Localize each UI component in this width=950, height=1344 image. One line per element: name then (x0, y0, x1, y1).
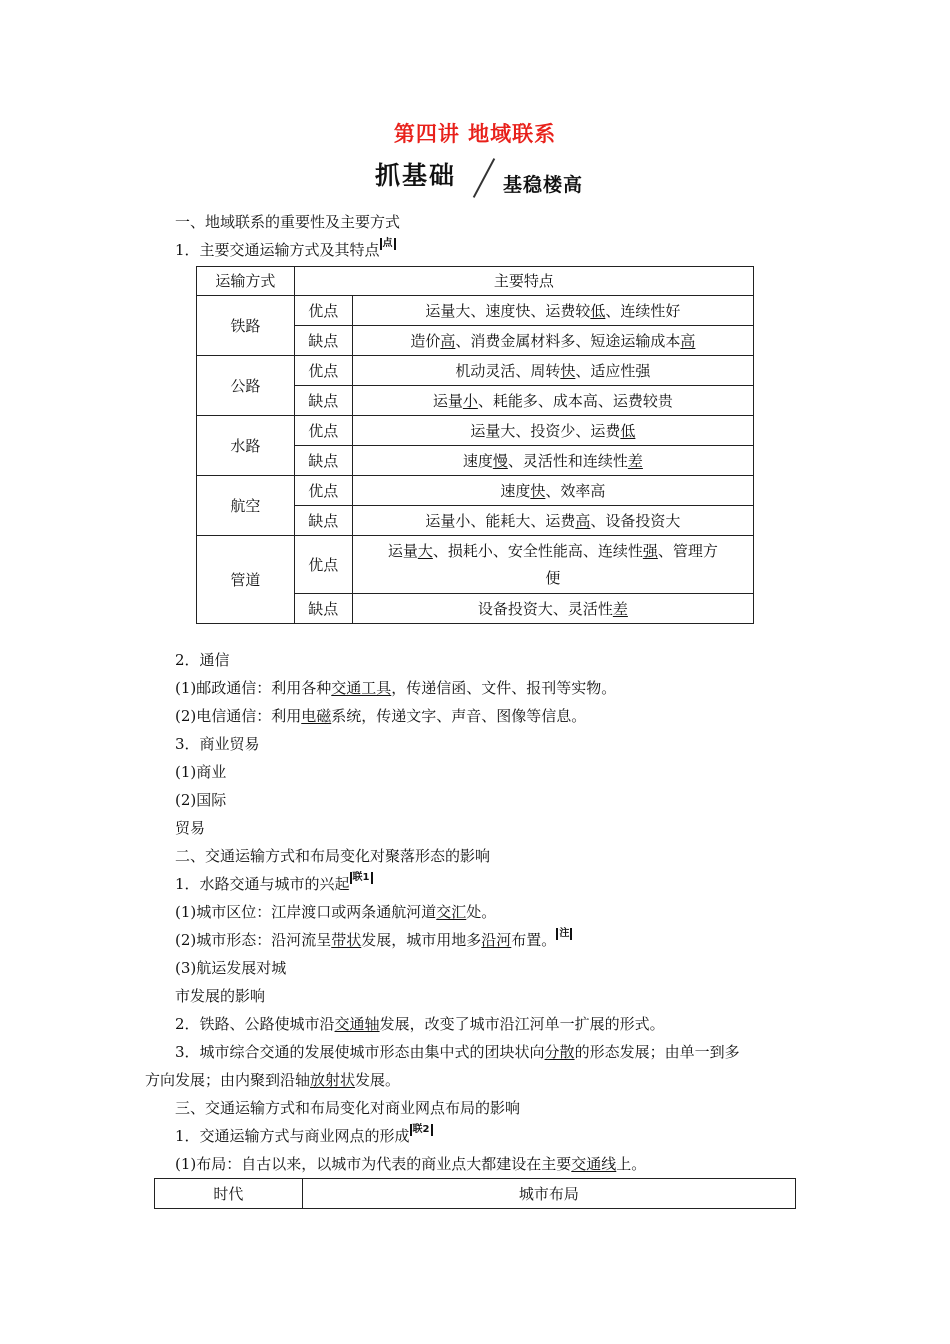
feature-cell: 运量大、损耗小、安全性能高、连续性强、管理方 便 (352, 536, 753, 594)
section-banner (375, 152, 615, 202)
note-tag: 点 (380, 238, 396, 250)
con-label: 缺点 (294, 326, 352, 356)
s2-item3: 3．城市综合交通的发展使城市形态由集中式的团块状向分散的形态发展；由单一到多 (175, 1043, 740, 1061)
pro-label: 优点 (294, 476, 352, 506)
feature-cell: 速度快、效率高 (352, 476, 753, 506)
feature-cell: 运量大、速度快、运费较低、连续性好 (352, 296, 753, 326)
pro-label: 优点 (294, 296, 352, 326)
s1-item1 (175, 240, 396, 260)
mode-cell: 航空 (197, 476, 295, 536)
s1-item2: 2．通信 (175, 651, 230, 669)
con-label: 缺点 (294, 594, 352, 624)
s1-item2-2: (2)电信通信：利用电磁系统，传递文字、声音、图像等信息。 (175, 707, 587, 725)
feature-cell: 运量小、能耗大、运费高、设备投资大 (352, 506, 753, 536)
s2-item1: 1．水路交通与城市的兴起 联1 (175, 874, 373, 894)
banner-sub: 基稳楼高 (503, 174, 584, 196)
feature-cell: 造价高、消费金属材料多、短途运输成本高 (352, 326, 753, 356)
table2-header-layout: 城市布局 (302, 1179, 795, 1209)
page-title: 第四讲 地域联系 (393, 122, 557, 146)
table-header-features: 主要特点 (294, 267, 753, 296)
s2-item1-1: (1)城市区位：江岸渡口或两条通航河道交汇处。 (175, 903, 497, 921)
s2-item1-2: (2)城市形态：沿河流呈带状发展，城市用地多沿河布置。 注 (175, 930, 572, 950)
s1-item3-2b: 贸易 (175, 819, 206, 837)
s3-item1: 1．交通运输方式与商业网点的形成 联2 (175, 1126, 433, 1146)
pro-label: 优点 (294, 536, 352, 594)
feature-cell: 运量小、耗能多、成本高、运费较贵 (352, 386, 753, 416)
feature-cell: 设备投资大、灵活性差 (352, 594, 753, 624)
mode-cell: 公路 (197, 356, 295, 416)
banner-main: 抓基础 (375, 161, 457, 190)
note-tag: 注 (556, 928, 572, 940)
transport-table (196, 266, 754, 624)
s3-heading: 三、交通运输方式和布局变化对商业网点布局的影响 (175, 1099, 521, 1117)
s2-item1-3: (3)航运发展对城 (175, 959, 287, 977)
pro-label: 优点 (294, 416, 352, 446)
mode-cell: 水路 (197, 416, 295, 476)
link-tag: 联1 (350, 872, 373, 884)
city-layout-table (154, 1178, 796, 1209)
feature-cell: 机动灵活、周转快、适应性强 (352, 356, 753, 386)
table-header-mode: 运输方式 (197, 267, 295, 296)
con-label: 缺点 (294, 446, 352, 476)
s2-item3-cont: 方向发展；由内聚到沿轴放射状发展。 (145, 1071, 401, 1089)
s1-heading: 一、地域联系的重要性及主要方式 (175, 213, 401, 231)
feature-cell: 速度慢、灵活性和连续性差 (352, 446, 753, 476)
s3-item1-1: (1)布局：自古以来，以城市为代表的商业点大都建设在主要交通线上。 (175, 1155, 647, 1173)
s1-item1-text: 1．主要交通运输方式及其特点 (175, 241, 380, 259)
s1-item3: 3．商业贸易 (175, 735, 260, 753)
feature-cell: 运量大、投资少、运费低 (352, 416, 753, 446)
s2-item1-3b: 市发展的影响 (175, 987, 266, 1005)
table2-header-era: 时代 (155, 1179, 303, 1209)
con-label: 缺点 (294, 386, 352, 416)
s2-heading: 二、交通运输方式和布局变化对聚落形态的影响 (175, 847, 491, 865)
link-tag: 联2 (410, 1124, 433, 1136)
s2-item2: 2．铁路、公路使城市沿交通轴发展，改变了城市沿江河单一扩展的形式。 (175, 1015, 665, 1033)
mode-cell: 管道 (197, 536, 295, 624)
s1-item2-1: (1)邮政通信：利用各种交通工具，传递信函、文件、报刊等实物。 (175, 679, 617, 697)
s1-item3-1: (1)商业 (175, 763, 227, 781)
pro-label: 优点 (294, 356, 352, 386)
mode-cell: 铁路 (197, 296, 295, 356)
s1-item3-2: (2)国际 (175, 791, 227, 809)
con-label: 缺点 (294, 506, 352, 536)
banner-divider (473, 158, 495, 198)
